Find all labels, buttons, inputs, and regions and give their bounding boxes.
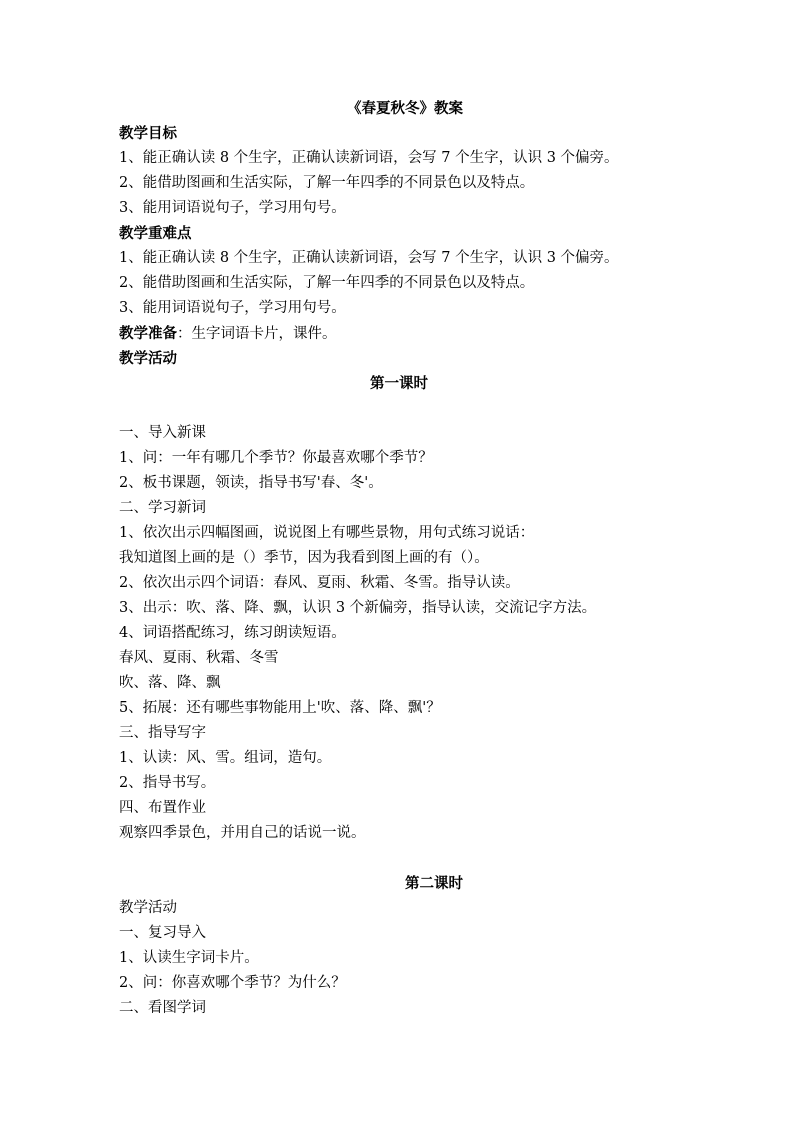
- prep-heading: 教学准备: [119, 325, 177, 342]
- goal-item: 1、能正确认读 8 个生字，正确认读新词语，会写 7 个生字，认识 3 个偏旁。: [119, 150, 619, 166]
- lesson-2-line: 一、复习导入: [119, 925, 206, 941]
- spacer: [119, 846, 679, 871]
- key-points-heading: 教学重难点: [119, 225, 192, 242]
- lesson-1-line: 4、词语搭配练习，练习朗读短语。: [119, 625, 346, 641]
- goals-heading: 教学目标: [119, 125, 177, 142]
- lesson-1-line: 2、依次出示四个词语：春风、夏雨、秋霜、冬雪。指导认读。: [119, 575, 520, 591]
- lesson-2-line: 二、看图学词: [119, 1000, 206, 1016]
- key-point-item: 2、能借助图画和生活实际，了解一年四季的不同景色以及特点。: [119, 275, 535, 291]
- lesson-1-line: 5、拓展：还有哪些事物能用上'吹、落、降、飘'？: [119, 700, 441, 716]
- lesson-2-line: 1、认读生字词卡片。: [119, 950, 259, 966]
- activities-heading: 教学活动: [119, 350, 177, 367]
- lesson-1-line: 2、指导书写。: [119, 775, 216, 791]
- prep-line: [119, 321, 679, 346]
- lesson-2-line: 2、问：你喜欢哪个季节？为什么？: [119, 975, 346, 991]
- prep-text: ：生字词语卡片，课件。: [177, 326, 337, 342]
- lesson-1-line: 三、指导写字: [119, 725, 206, 741]
- document-title: 《春夏秋冬》教案: [347, 100, 463, 117]
- key-point-item: 3、能用词语说句子，学习用句号。: [119, 300, 346, 316]
- document-body: [119, 96, 679, 1021]
- lesson-1-line: 3、出示：吹、落、降、飘，认识 3 个新偏旁，指导认读，交流记字方法。: [119, 600, 597, 616]
- lesson-1-line: 吹、落、降、飘: [119, 675, 221, 691]
- lesson-1-line: 1、认读：风、雪。组词，造句。: [119, 750, 332, 766]
- lesson-1-line: 我知道图上画的是（）季节，因为我看到图上画的有（）。: [119, 550, 489, 566]
- goal-item: 3、能用词语说句子，学习用句号。: [119, 200, 346, 216]
- lesson-1-line: 1、问：一年有哪几个季节？你最喜欢哪个季节？: [119, 450, 433, 466]
- spacer: [119, 396, 679, 421]
- lesson-1-line: 2、板书课题，领读，指导书写'春、冬'。: [119, 475, 383, 491]
- lesson-1-title: 第一课时: [370, 375, 428, 392]
- lesson-2-title: 第二课时: [405, 875, 463, 892]
- key-point-item: 1、能正确认读 8 个生字，正确认读新词语，会写 7 个生字，认识 3 个偏旁。: [119, 250, 619, 266]
- lesson-2-line: 教学活动: [119, 900, 177, 916]
- lesson-1-line: 1、依次出示四幅图画，说说图上有哪些景物，用句式练习说话：: [119, 525, 535, 541]
- lesson-1-line: 一、导入新课: [119, 425, 206, 441]
- lesson-1-line: 春风、夏雨、秋霜、冬雪: [119, 650, 279, 666]
- lesson-1-line: 四、布置作业: [119, 800, 206, 816]
- goal-item: 2、能借助图画和生活实际，了解一年四季的不同景色以及特点。: [119, 175, 535, 191]
- lesson-1-line: 观察四季景色，并用自己的话说一说。: [119, 825, 366, 841]
- lesson-1-line: 二、学习新词: [119, 500, 206, 516]
